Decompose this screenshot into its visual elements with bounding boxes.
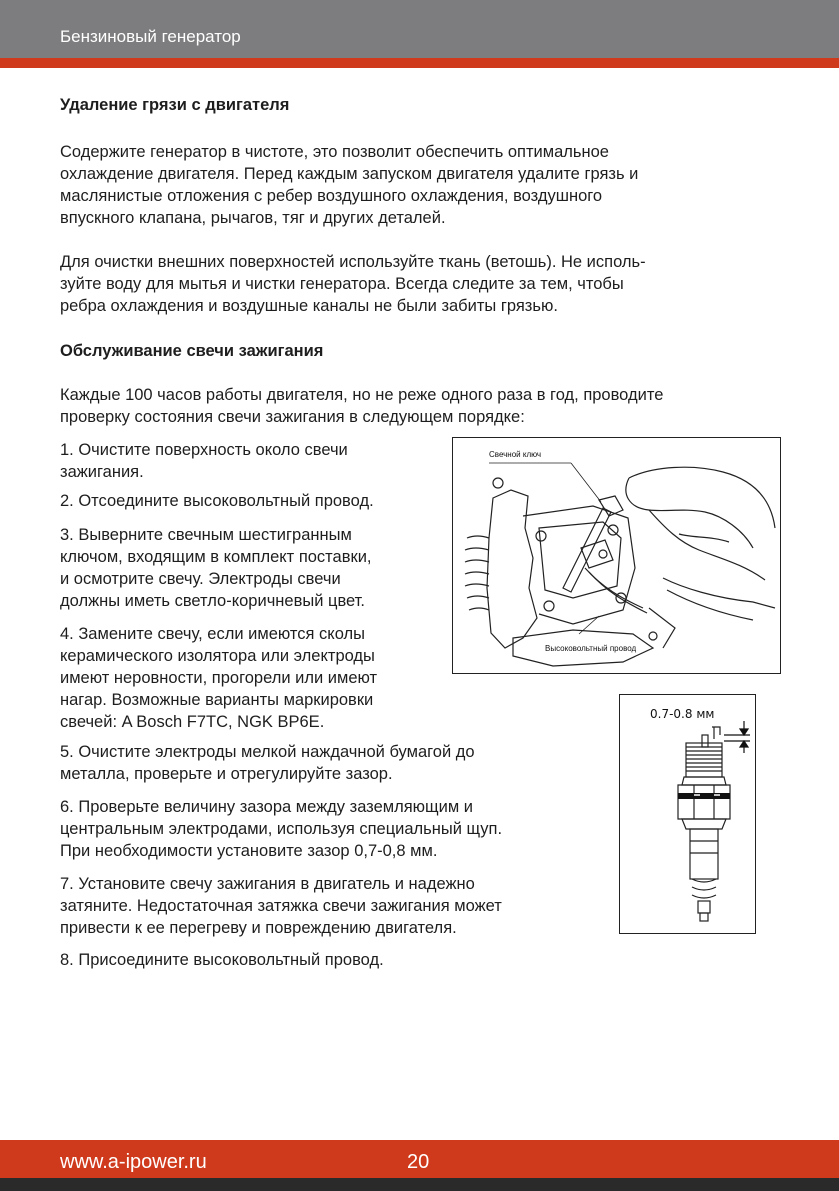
text-line: Содержите генератор в чистоте, это позволит обеспечить оптимальное bbox=[60, 143, 609, 161]
header-accent-line bbox=[0, 58, 839, 68]
text-line: 5. Очистите электроды мелкой наждачной бумагой до bbox=[60, 743, 475, 761]
text-line: Для очистки внешних поверхностей используйте ткань (ветошь). Не исполь- bbox=[60, 253, 646, 271]
step-4 bbox=[60, 623, 377, 733]
page-number: 20 bbox=[407, 1151, 430, 1173]
text-line: Каждые 100 часов работы двигателя, но не реже одного раза в год, проводите bbox=[60, 386, 664, 404]
label-spark-plug-wrench: Свечной ключ bbox=[489, 450, 542, 459]
text-line: впускного клапана, рычагов, тяг и других деталей. bbox=[60, 209, 446, 227]
label-high-voltage-wire: Высоковольтный провод bbox=[545, 644, 637, 653]
text-line: затяните. Недостаточная затяжка свечи зажигания может bbox=[60, 897, 502, 915]
text-line: охлаждение двигателя. Перед каждым запуском двигателя удалите грязь и bbox=[60, 165, 639, 183]
text-line: 7. Установите свечу зажигания в двигатель и надежно bbox=[60, 875, 475, 893]
text-line: 6. Проверьте величину зазора между заземляющим и bbox=[60, 798, 473, 816]
step-7 bbox=[60, 873, 502, 939]
footer-url-link[interactable]: www.a-ipower.ru bbox=[60, 1151, 207, 1173]
text-line: 4. Замените свечу, если имеются сколы bbox=[60, 625, 365, 643]
paragraph-intro bbox=[60, 384, 663, 428]
step-2 bbox=[60, 490, 374, 512]
text-line: проверку состояния свечи зажигания в следующем порядке: bbox=[60, 408, 525, 426]
section-heading-dirt-removal: Удаление грязи с двигателя bbox=[60, 96, 290, 114]
header-title: Бензиновый генератор bbox=[60, 27, 241, 46]
text-line: 1. Очистите поверхность около свечи bbox=[60, 441, 348, 459]
text-line: При необходимости установите зазор 0,7-0,8 мм. bbox=[60, 842, 438, 860]
gap-size-label: 0.7-0.8 мм bbox=[650, 707, 715, 721]
step-6 bbox=[60, 796, 502, 862]
paragraph-keep-clean bbox=[60, 141, 638, 229]
text-line: керамического изолятора или электроды bbox=[60, 647, 375, 665]
section-heading-spark-plug: Обслуживание свечи зажигания bbox=[60, 342, 324, 360]
footer-bottom-bar bbox=[0, 1178, 839, 1191]
text-line: центральным электродами, используя специальный щуп. bbox=[60, 820, 503, 838]
figure-spark-plug-gap bbox=[619, 694, 756, 934]
figure-engine-spark-plug bbox=[452, 437, 781, 674]
text-line: ребра охлаждения и воздушные каналы не были забиты грязью. bbox=[60, 297, 558, 315]
text-line: зуйте воду для мытья и чистки генератора. Всегда следите за тем, чтобы bbox=[60, 275, 624, 293]
engine-illustration bbox=[453, 438, 780, 673]
text-line: свечей: A Bosch F7TC, NGK BP6E. bbox=[60, 713, 325, 731]
text-line: металла, проверьте и отрегулируйте зазор. bbox=[60, 765, 393, 783]
text-line: 8. Присоедините высоковольтный провод. bbox=[60, 951, 384, 969]
step-5 bbox=[60, 741, 475, 785]
text-line: 2. Отсоедините высоковольтный провод. bbox=[60, 492, 374, 510]
text-line: зажигания. bbox=[60, 463, 144, 481]
text-line: и осмотрите свечу. Электроды свечи bbox=[60, 570, 341, 588]
text-line: должны иметь светло-коричневый цвет. bbox=[60, 592, 365, 610]
paragraph-cleaning-method bbox=[60, 251, 646, 317]
text-line: маслянистые отложения с ребер воздушного охлаждения, воздушного bbox=[60, 187, 603, 205]
step-3 bbox=[60, 524, 372, 612]
text-line: 3. Выверните свечным шестигранным bbox=[60, 526, 352, 544]
text-line: нагар. Возможные варианты маркировки bbox=[60, 691, 374, 709]
step-8 bbox=[60, 949, 384, 971]
text-line: имеют неровности, прогорели или имеют bbox=[60, 669, 378, 687]
text-line: ключом, входящим в комплект поставки, bbox=[60, 548, 372, 566]
page-header bbox=[0, 0, 839, 58]
step-1 bbox=[60, 439, 348, 483]
text-line: привести к ее перегреву и повреждению двигателя. bbox=[60, 919, 457, 937]
spark-plug-illustration bbox=[620, 695, 755, 933]
